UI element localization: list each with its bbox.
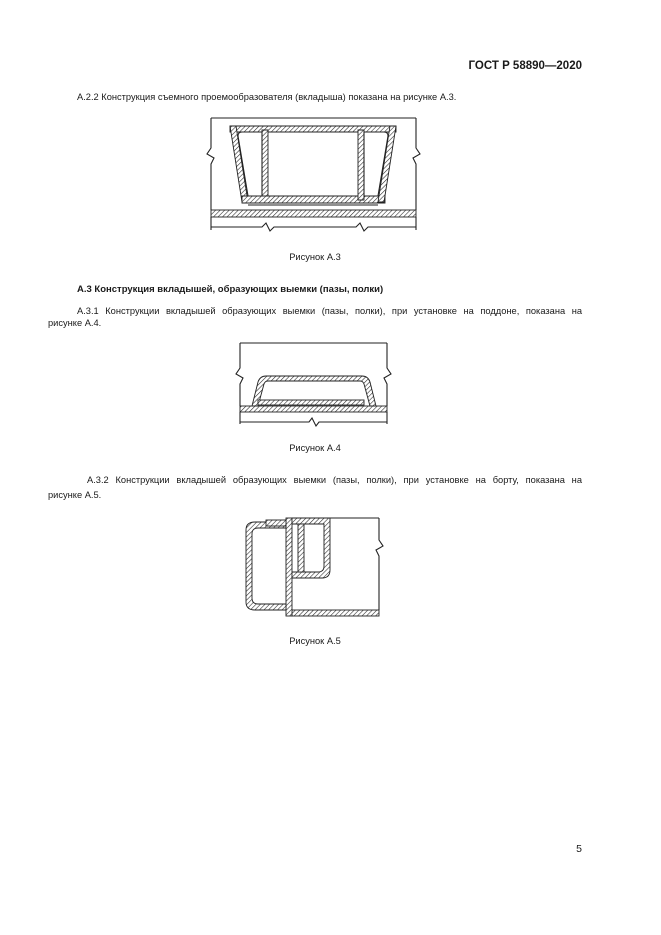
figure-a5-caption: Рисунок А.5: [289, 636, 341, 646]
figure-a4-caption: Рисунок А.4: [289, 443, 341, 453]
paragraph-a32-line2: рисунке А.5.: [48, 490, 102, 500]
figure-a3-caption: Рисунок А.3: [289, 252, 341, 262]
document-id: ГОСТ Р 58890—2020: [468, 60, 582, 72]
paragraph-a22: А.2.2 Конструкция съемного проемообразователя (вкладыша) показана на рисунке А.3.: [77, 92, 457, 102]
page-number: 5: [576, 843, 582, 855]
section-a3-heading: А.3 Конструкция вкладышей, образующих выемки (пазы, полки): [77, 284, 384, 295]
paragraph-a31-line1: А.3.1 Конструкции вкладышей образующих выемки (пазы, полки), при установке на поддоне, показана на: [77, 306, 582, 316]
paragraph-a32-line1: А.3.2 Конструкции вкладышей образующих выемки (пазы, полки), при установке на борту, показана на: [87, 475, 582, 485]
paragraph-a31-line2: рисунке А.4.: [48, 318, 102, 328]
